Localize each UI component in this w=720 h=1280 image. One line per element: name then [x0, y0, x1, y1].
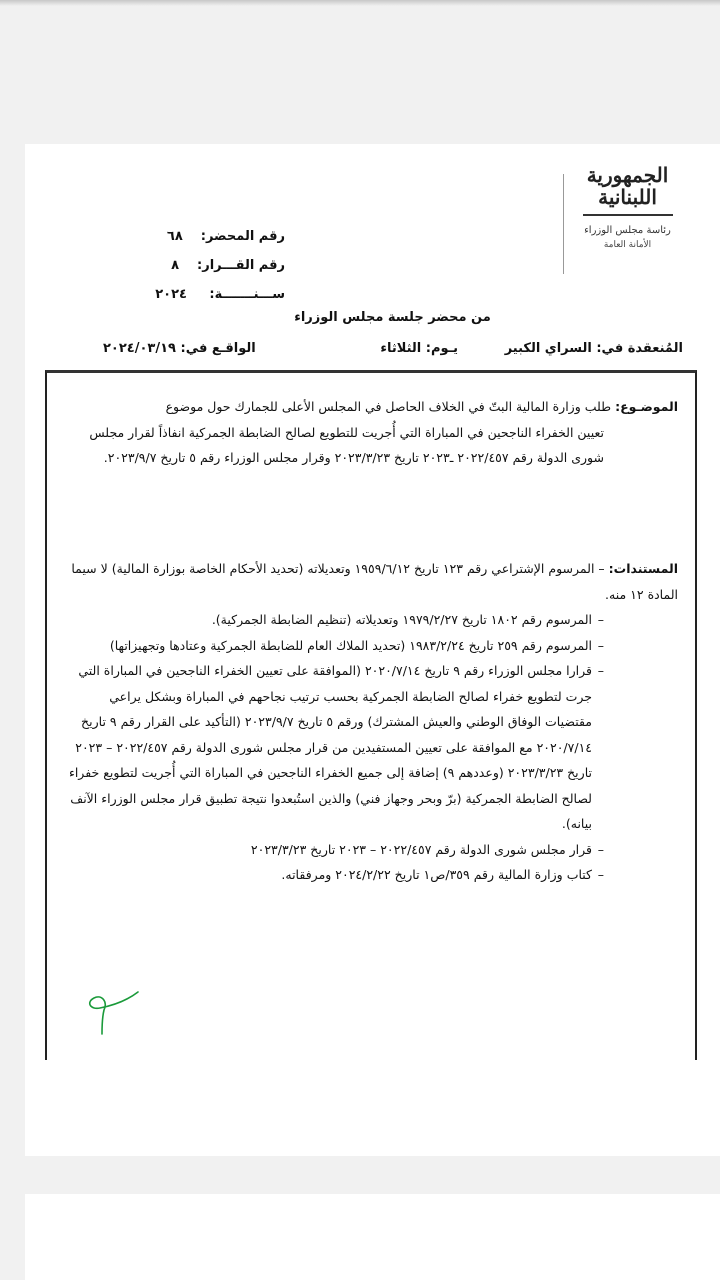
- next-page: [25, 1194, 720, 1280]
- document-item-text: قرار مجلس شورى الدولة رقم ٢٠٢٢/٤٥٧ – ٢٠٢٣ تاريخ ٢٠٢٣/٣/٢٣: [250, 841, 592, 857]
- document-item-text: المرسوم رقم ١٨٠٢ تاريخ ١٩٧٩/٢/٢٧ وتعديلاته (تنظيم الضابطة الجمركية).: [211, 612, 592, 627]
- session-meta: [103, 341, 683, 361]
- ref-label: رقم القـــرار:: [197, 258, 285, 273]
- ref-value: ٦٨: [166, 229, 183, 244]
- presidency-title: رئاسة مجلس الوزراء: [584, 225, 671, 236]
- letterhead: [565, 164, 690, 274]
- bullet-dash: –: [597, 637, 604, 653]
- secretariat-title: الأمانة العامة: [603, 240, 652, 250]
- session-day: يـوم: الثلاثاء: [380, 341, 458, 356]
- subject-label: الموضـوع:: [615, 399, 678, 414]
- document-item-text: كتاب وزارة المالية رقم ٣٥٩/ص١ تاريخ ٢٠٢٤/٢/٢٢ ومرفقاته.: [281, 867, 592, 882]
- documents-section: [67, 556, 678, 888]
- document-item: [67, 633, 678, 659]
- session-title: من محضر جلسة مجلس الوزراء: [294, 310, 491, 325]
- document-item: [67, 837, 678, 863]
- subject-body: تعيين الخفراء الناجحين في المباراة التي أُجريت للتطويع لصالح الضابطة الجمركية انفاذاً لقرار مجلس شورى الدولة رقم ٢٠٢٢/٤٥٧ ـ٢٠٢٣ تاريخ ٢٠٢٣/٣/٢٣ وقرار مجلس الوزراء رقم ٥ تاريخ ٢٠٢٣/٩/٧.: [89, 424, 604, 465]
- subject-section: [67, 394, 678, 471]
- subject-first-line: طلب وزارة المالية البتّ في الخلاف الحاصل في المجلس الأعلى للجمارك حول موضوع: [165, 399, 612, 414]
- minutes-number-row: [125, 222, 285, 251]
- bullet-dash: –: [598, 561, 605, 576]
- document-item-text: المرسوم رقم ٢٥٩ تاريخ ١٩٨٣/٢/٢٤ (تحديد الملاك العام للضابطة الجمركية وعتادها وتجهيزاتها): [109, 637, 592, 653]
- letterhead-rule: [583, 214, 673, 216]
- document-item-text: قرارا مجلس الوزراء رقم ٩ تاريخ ٢٠٢٠/٧/١٤ (الموافقة على تعيين الخفراء الناجحين في المباراة التي جرت لتطويع خفراء لصالح الضابطة الجمركية بحسب ترتيب نجاحهم في المباراة وبشكل يراعي مقتضيات الوفاق الوطني والعيش المشترك) ورقم ٥ تاريخ ٢٠٢٣/٩/٧ (التأكيد على القرار رقم ٩ تاريخ ٢٠٢٠/٧/١٤ مع الموافقة على تعيين المستفيدين من قرار مجلس شورى الدولة رقم ٢٠٢٢/٤٥٧ – ٢٠٢٣ تاريخ ٢٠٢٣/٣/٢٣ (وعددهم ٩) إضافة إلى جميع الخفراء الناجحين في المباراة التي أُجريت لتطويع خفراء لصالح الضابطة الجمركية (برّ وبحر وجهاز فني) والذين استُبعدوا نتيجة تطبيق قرار مجلس الوزراء الآنف بيانه).: [68, 663, 592, 831]
- session-date: الواقـع في: ٢٠٢٤/٠٣/١٩: [103, 341, 256, 356]
- bullet-dash: –: [597, 663, 604, 678]
- letterhead-divider: [563, 174, 564, 274]
- ref-label: رقم المحضر:: [200, 229, 285, 244]
- year-row: [125, 280, 285, 309]
- decision-number-row: [125, 251, 285, 280]
- ref-value: ٨: [171, 258, 180, 273]
- signature-mark: [80, 984, 160, 1044]
- republic-title: الجمهورية اللبنانية: [586, 163, 669, 209]
- document-item: [67, 658, 678, 837]
- session-place: المُنعقدة في: السراي الكبير: [504, 341, 683, 356]
- bullet-dash: –: [597, 867, 604, 882]
- bullet-dash: –: [597, 612, 604, 627]
- ref-label: ســـنـــــــة:: [209, 287, 285, 302]
- document-item: [67, 607, 678, 633]
- document-item: [67, 862, 678, 888]
- ref-value: ٢٠٢٤: [155, 287, 187, 302]
- reference-block: [125, 222, 285, 309]
- document-page: [25, 144, 720, 1156]
- bullet-dash: –: [597, 841, 604, 857]
- top-shadow: [0, 0, 720, 6]
- document-item: المرسوم الإشتراعي رقم ١٢٣ تاريخ ١٩٥٩/٦/١٢ وتعديلاته (تحديد الأحكام الخاصة بوزارة المالية) لا سيما المادة ١٢ منه.: [71, 561, 678, 602]
- documents-label: المستندات:: [608, 561, 678, 576]
